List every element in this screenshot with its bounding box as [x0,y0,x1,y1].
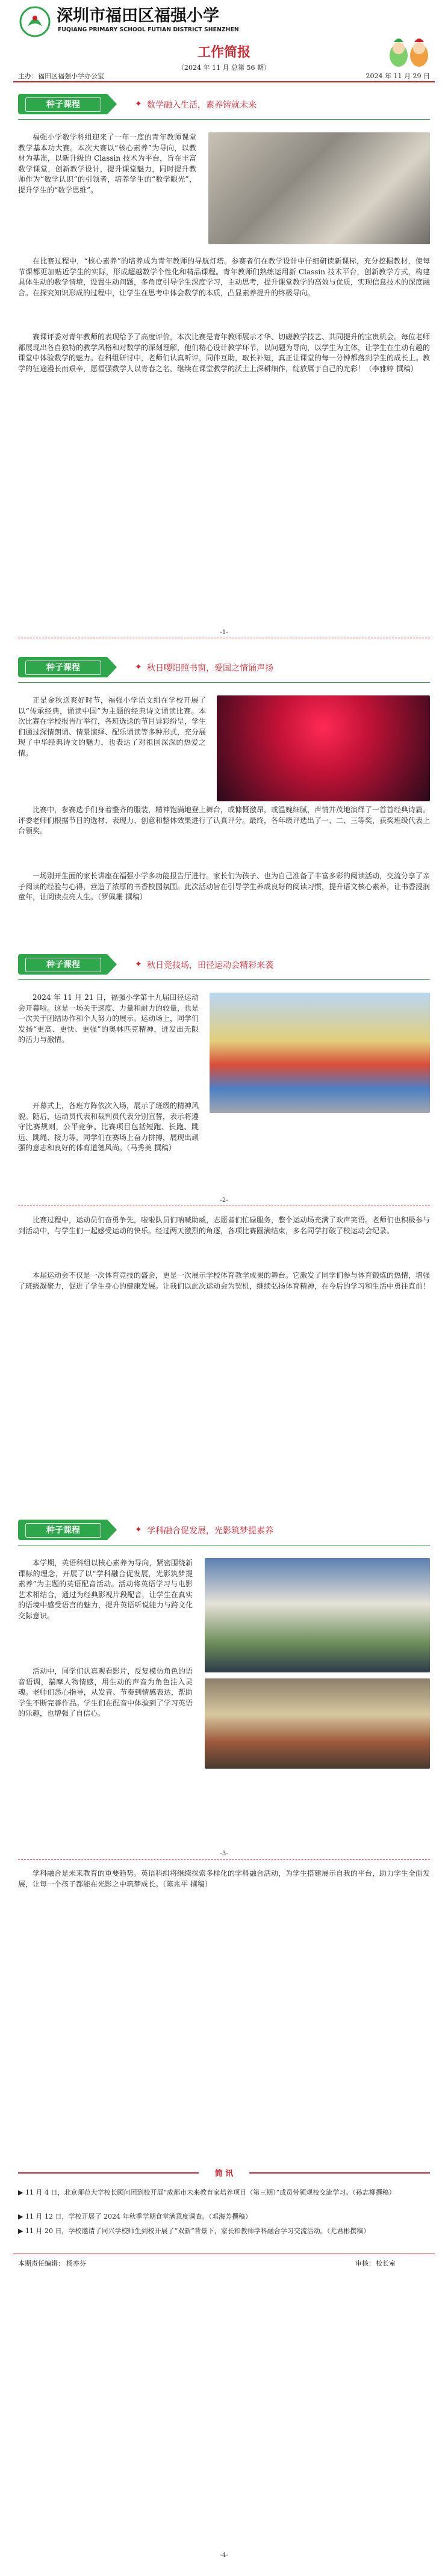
paragraph: 比赛过程中，运动员们奋勇争先，啦啦队员们呐喊助威，志愿者们忙碌服务，整个运动场充满了欢声笑语。老师们也积极参与到活动中，与学生们一起感受运动的快乐。经过两天激烈的角逐，各项比赛圆满结束，多名同学打破了校运动会纪录。 [18,1216,431,1235]
star-icon: ✦ [135,99,142,109]
section-title: 学科融合促发展，光影筑梦提素养 [147,1526,273,1536]
section-title: 秋日竞技场，田径运动会精彩来袭 [147,961,273,970]
mascot-illustration [385,35,434,70]
math-class-photo [208,132,430,244]
newsletter-title: 工作简报 [197,45,250,60]
section-title: 秋日嘤阳照书窗，爱国之情诵声扬 [147,664,273,673]
page-number: -3- [220,1850,228,1857]
paragraph: 赛课评委对青年教师的表现给予了高度评价，本次比赛是青年教师展示才华、切磋教学技艺、共同提升的宝贵机会。每位老师都展现出各自独特的教学风格和对数学的深刻理解，他们精心设计教学环节，以问题为导向，以学生为主体，让学生在生动有趣的课堂中体验数学的魅力。在科组研讨中，老师们认真听评，同伴互助，取长补短，真正让课堂的每一分钟都落到学生的成长上。教学的征途漫长而艰辛，愿福强数学人以青春之名，继续在课堂教学的沃土上深耕细作，绽放属于自己的光彩！（李雅婷 撰稿） [18,333,431,373]
school-name: 深圳市福田区福强小学 [57,7,219,25]
brief-heading: 简 讯 [214,2169,234,2178]
paragraph: 学科融合是未来教育的重要趋势。英语科组将继续探索多样化的学科融合活动，为学生搭建展示自我的平台，助力学生全面发展，让每一个孩子都能在光影之中筑梦成长。（陈兆平 撰稿） [18,1869,431,1888]
section-badge: 种子课程 [18,1520,108,1540]
star-icon: ✦ [135,662,142,672]
section-badge: 种子课程 [18,94,108,114]
paragraph: 福强小学数学科组迎来了一年一度的青年教师课堂教学基本功大赛。本次大赛以“核心素养”为导向，以教材为基准，以新升级的 Classin 技术为平台，旨在丰富数学课堂，创新教学设计，提升课堂魅力，同时提升教师作为“数学认识”的引领者，培养学生的“数学眼光”，提升学生的“数学思维”。 [18,133,196,194]
editor-line: 本期责任编辑： 杨亦芬 审核： 校长室 [18,2260,396,2267]
paragraph: 本届运动会不仅是一次体育竞技的盛会，更是一次展示学校体育教学成果的舞台。它激发了同学们参与体育锻炼的热情，增强了班级凝聚力，促进了学生身心的健康发展。让我们以此次运动会为契机，继续弘扬体育精神，在今后的学习和生活中勇往直前！ [18,1271,431,1290]
list-item: ▶ 11 月 4 日，北京师范大学校长顾问团到校开展“成都市未来教育家培养项目（第三期）”成员带领观校交流学习。（孙志柳撰稿） [18,2189,396,2196]
school-logo [19,6,51,37]
brief-heading-block [18,2167,430,2179]
section-sports-header [18,951,430,979]
section-math-header [18,90,430,119]
section-english-header [18,1516,430,1545]
sponsor: 主办：福田区福强小学办公室 [18,72,104,80]
paragraph: 一场别开生面的家长讲座在福强小学多功能报告厅进行。家长们为孩子、也为自己准备了丰富多彩的阅读活动，交流分享了亲子阅读的经验与心得，营造了浓厚的书香校园氛围。此次活动旨在引导学生养成良好的阅读习惯，提升语文核心素养，让书香浸润童年，让阅读点亮人生。（罗佩珊 撰稿） [18,872,431,901]
section-title: 数学融入生活，素养铸就未来 [147,100,257,110]
page-number: -2- [220,1197,228,1204]
school-name-english: FUQIANG PRIMARY SCHOOL FUTIAN DISTRICT SHENZHEN [58,26,239,33]
paragraph: 活动中，同学们认真观看影片，反复模仿角色的语音语调，揣摩人物情感，用生动的声音为角色注入灵魂。老师们悉心指导，从发音、节奏到情感表达，帮助学生不断完善作品。学生们在配音中体验到了学习英语的乐趣，也增强了自信心。 [18,1667,193,1718]
star-icon: ✦ [135,1525,142,1535]
paragraph: 2024 年 11 月 21 日，福强小学第十九届田径运动会开幕啦。这是一场关于速度、力量和耐力的较量，也是一次关于团结协作和个人努力的展示。运动场上，同学们发扬“更高、更快、更强”的奥林匹克精神，迸发出无限的活力与激情。 [18,993,199,1044]
paragraph: 本学期，英语科组以核心素养为导向，紧密围绕新课标的理念，开展了以“学科融合促发展，光影筑梦提素养”为主题的英语配音活动。活动将英语学习与电影艺术相结合，通过为经典影视片段配音，让学生在真实的语境中感受语言的魅力，提升英语听说能力与跨文化交际意识。 [18,1559,193,1620]
issue-number: （2024 年 11 月 总第 56 期） [178,64,270,72]
issue-date: 2024 年 11 月 29 日 [366,72,430,80]
section-badge: 种子课程 [18,657,108,677]
list-item: ▶ 11 月 20 日，学校邀请了同兴学校师生到校开展了“双新”背景下，家长和教师学科融合学习交流活动。（尤君彬撰稿） [18,2227,370,2235]
page-number: -1- [220,629,228,636]
recitation-stage-photo [217,695,430,801]
header-divider [13,81,435,82]
page-divider [18,1859,430,1860]
section-badge: 种子课程 [18,954,108,975]
paragraph: 比赛中，参赛选手们身着整齐的服装，精神饱满地登上舞台，或慷慨激昂，或温婉细腻，声情并茂地演绎了一首首经典诗篇。评委老师们根据节目的选材、表现力、创意和整体效果进行了认真评分。最终，各年级评选出了一、二、三等奖，获奖班级代表上台领奖。 [18,806,431,835]
section-chinese-header [18,653,430,682]
paragraph: 在比赛过程中，“核心素养”的培养成为青年教师的导航灯塔。参赛者们在教学设计中仔细研读新课标，充分挖掘教材，使每节课都更加贴近学生的实际，形成超越数学个性化和精品课程。青年教师们熟练运用新 Classin 技术平台，创新教学方式，构建具体生动的数学情境，设置生动问题，多角度引导学生深度学习，主动思考，提升课堂教学的高效与优质，实现信息技术的深度融合。在探究知识形成的过程中，让学生在思考中体会数学的本质，凸显素养提升的终极导向。 [18,257,431,297]
paragraph: 开幕式上，各班方阵依次入场，展示了班级的精神风貌。随后，运动员代表和裁判员代表分别宣誓，表示将遵守比赛规则，公平竞争。比赛项目包括短跑、长跑、跳远、跳绳、接力等，同学们在赛场上奋力拼搏，展现出顽强的意志和良好的体育道德风尚。（马秀美 撰稿） [18,1102,199,1152]
star-icon: ✦ [135,960,142,969]
list-item: ▶ 11 月 12 日，学校开展了 2024 年秋季学期食堂满意度调查。（邓海芳撰稿） [18,2213,252,2220]
paragraph: 正是金秋送爽好时节，福强小学语文组在学校开展了以“传承经典，诵读中国”为主题的经典诗文诵读比赛。本次比赛在学校报告厅举行，各班选送的节目异彩纷呈，学生们通过深情朗诵、情景演绎、配乐诵读等多种形式，充分展现了中华经典诗文的魅力，也表达了对祖国深深的热爱之情。 [18,696,207,757]
english-class-photo [205,1558,430,1672]
sports-meet-photo [210,993,430,1113]
page-number: -4- [220,2552,228,2559]
dubbing-activity-photo [205,1678,430,1769]
